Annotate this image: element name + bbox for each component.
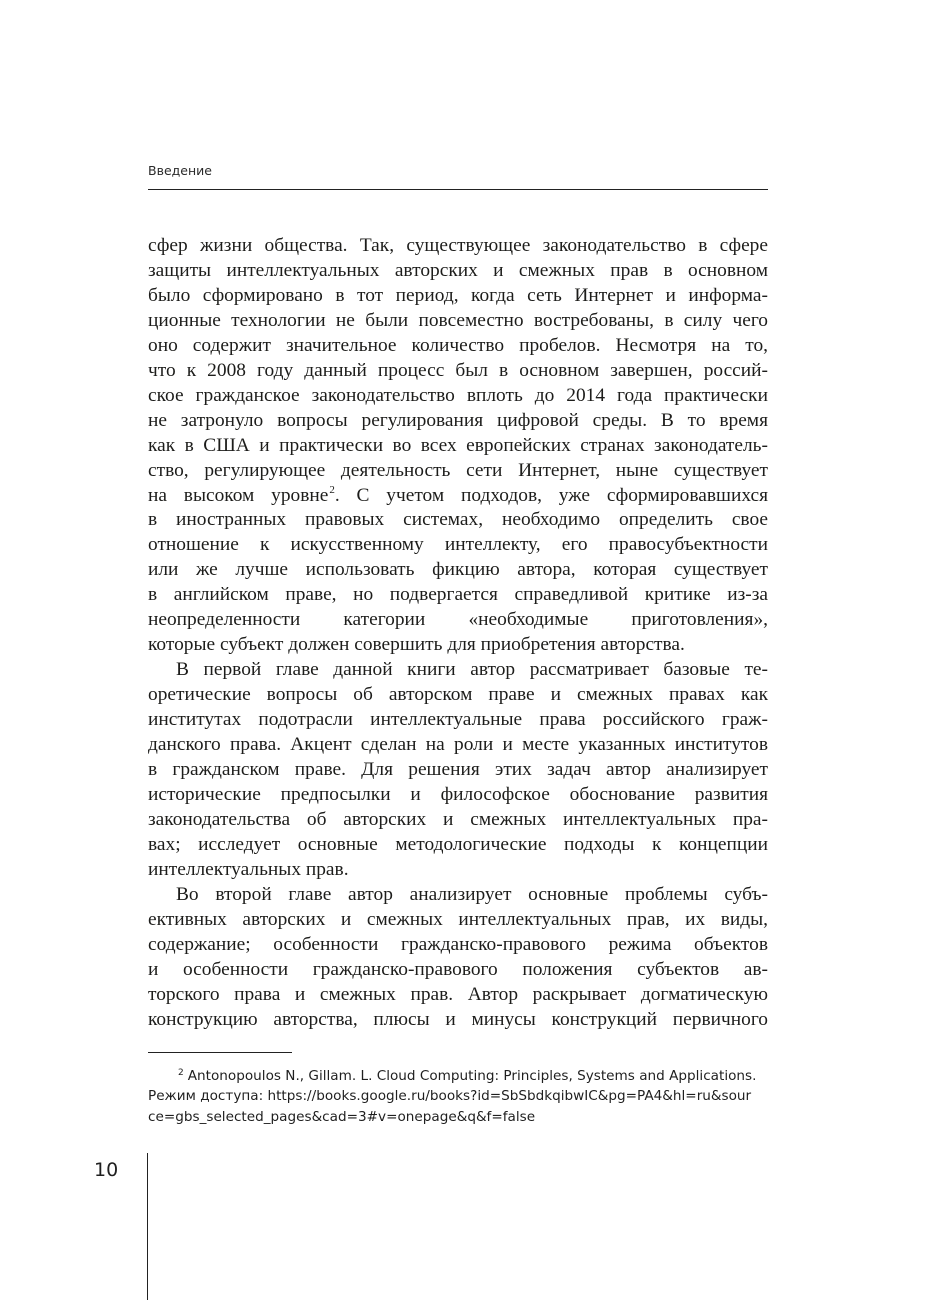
footnote-reference[interactable]: 2 <box>329 483 335 496</box>
text-line: было сформировано в тот период, когда сеть Интернет и информа- <box>148 284 768 306</box>
header-rule <box>148 189 768 190</box>
text-line-with-footnote-ref <box>148 484 768 509</box>
text-line: как в США и практически во всех европейских странах законодатель- <box>148 434 768 456</box>
text-line: ское гражданское законодательство вплоть до 2014 года практически <box>148 384 768 406</box>
text-line: вах; исследует основные методологические подходы к концепции <box>148 833 768 855</box>
text-line: или же лучше использовать фикцию автора, которая существует <box>148 559 768 581</box>
text-fragment: . С учетом подходов, уже сформировавшихся <box>334 484 768 506</box>
text-line: оретические вопросы об авторском праве и смежных правах как <box>148 684 768 706</box>
text-line: и особенности гражданско-правового положения субъектов ав- <box>148 958 768 980</box>
text-line: ективных авторских и смежных интеллектуальных прав, их виды, <box>148 908 768 930</box>
running-head: Введение <box>148 163 212 178</box>
text-line: ство, регулирующее деятельность сети Интернет, ныне существует <box>148 459 768 481</box>
page-number-rule <box>147 1153 148 1300</box>
text-fragment: на высоком уровне <box>148 484 329 506</box>
footnote-line: Режим доступа: https://books.google.ru/books?id=SbSbdkqibwIC&pg=PA4&hl=ru&sour <box>148 1088 752 1105</box>
text-line: сфер жизни общества. Так, существующее законодательство в сфере <box>148 235 768 256</box>
text-line: институтах подотрасли интеллектуальные права российского граж- <box>148 709 768 731</box>
text-line: В первой главе данной книги автор рассматривает базовые те- <box>176 659 768 681</box>
text-line: отношение к искусственному интеллекту, его правосубъектности <box>148 534 768 556</box>
page-number: 10 <box>94 1159 119 1181</box>
text-line: в гражданском праве. Для решения этих задач автор анализирует <box>148 759 768 781</box>
text-line: в английском праве, но подвергается справедливой критике из-за <box>148 584 768 606</box>
text-line: конструкцию авторства, плюсы и минусы конструкций первичного <box>148 1008 768 1030</box>
footnote <box>148 1066 768 1127</box>
text-line: содержание; особенности гражданско-правового режима объектов <box>148 933 768 955</box>
footnote-rule <box>148 1052 292 1053</box>
text-line: интеллектуальных прав. <box>148 858 349 880</box>
text-line: не затронуло вопросы регулирования цифровой среды. В то время <box>148 409 768 431</box>
body-text <box>148 234 768 1033</box>
text-line: Во второй главе автор анализирует основные проблемы субъ- <box>176 883 768 905</box>
footnote-line: ce=gbs_selected_pages&cad=3#v=onepage&q&f=false <box>148 1108 536 1125</box>
text-line: неопределенности категории «необходимые приготовления», <box>148 609 768 631</box>
text-line: законодательства об авторских и смежных интеллектуальных пра- <box>148 808 768 830</box>
footnote-text: Antonopoulos N., Gillam. L. Cloud Computing: Principles, Systems and Applications. <box>187 1068 757 1084</box>
text-line: данского права. Акцент сделан на роли и месте указанных институтов <box>148 734 768 756</box>
footnote-marker: 2 <box>178 1068 184 1078</box>
text-line: которые субъект должен совершить для приобретения авторства. <box>148 634 685 656</box>
text-line: ционные технологии не были повсеместно востребованы, в силу чего <box>148 309 768 331</box>
footnote-line <box>148 1066 768 1086</box>
text-line: исторические предпосылки и философское обоснование развития <box>148 783 768 805</box>
text-line: защиты интеллектуальных авторских и смежных прав в основном <box>148 259 768 281</box>
text-line: что к 2008 году данный процесс был в основном завершен, россий- <box>148 359 768 381</box>
text-line: в иностранных правовых системах, необходимо определить свое <box>148 509 768 531</box>
text-line: оно содержит значительное количество пробелов. Несмотря на то, <box>148 334 768 356</box>
text-line: торского права и смежных прав. Автор раскрывает догматическую <box>148 983 768 1005</box>
